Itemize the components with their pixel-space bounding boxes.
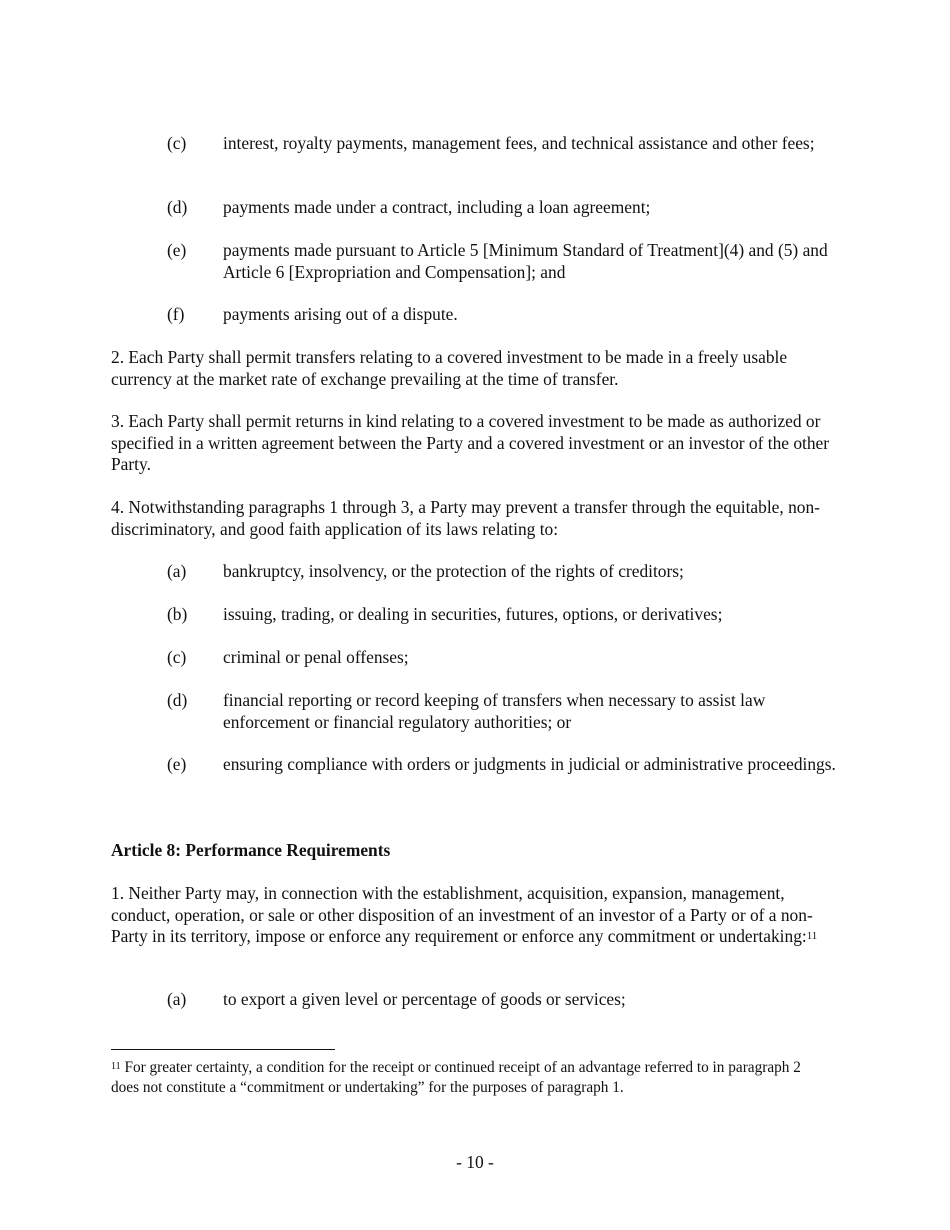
- list-item-text: issuing, trading, or dealing in securities, futures, options, or derivatives;: [223, 604, 723, 624]
- list-item-text: ensuring compliance with orders or judgments in judicial or administrative proceedings.: [223, 754, 836, 774]
- list-item: [167, 133, 847, 155]
- list-item-text: payments made pursuant to Article 5 [Minimum Standard of Treatment](4) and (5) and Article 6 [Expropriation and Compensation]; and: [223, 240, 828, 282]
- list-item-label: (b): [167, 604, 188, 624]
- list-item: [167, 690, 847, 733]
- list-item-text: criminal or penal offenses;: [223, 647, 409, 667]
- list-item-label: (d): [167, 197, 188, 217]
- article-heading: Article 8: Performance Requirements: [111, 840, 391, 860]
- list-item-text: payments made under a contract, including a loan agreement;: [223, 197, 651, 217]
- list-item-label: (e): [167, 240, 187, 260]
- list-item: [167, 989, 847, 1011]
- paragraph-4: 4. Notwithstanding paragraphs 1 through 3, a Party may prevent a transfer through the equitable, non-discriminatory, and good faith application of its laws relating to:: [111, 497, 820, 539]
- list-item-text: to export a given level or percentage of goods or services;: [223, 989, 626, 1009]
- article-8-paragraph-1: [111, 883, 846, 948]
- footnote: [111, 1058, 831, 1098]
- list-item: [167, 604, 847, 626]
- list-item: [167, 197, 847, 219]
- list-item-text: payments arising out of a dispute.: [223, 304, 458, 324]
- footnote-reference[interactable]: 11: [806, 930, 818, 943]
- paragraph-3: 3. Each Party shall permit returns in kind relating to a covered investment to be made as authorized or specified in a written agreement between the Party and a covered investment or an investor of the other Party.: [111, 411, 830, 475]
- list-item-text: bankruptcy, insolvency, or the protection of the rights of creditors;: [223, 561, 684, 581]
- list-item: [167, 754, 847, 776]
- footnote-number: 11: [111, 1061, 121, 1072]
- list-item-label: (d): [167, 690, 188, 710]
- list-item-label: (c): [167, 647, 187, 667]
- list-item-label: (c): [167, 133, 187, 153]
- list-item: [167, 240, 847, 283]
- footnote-divider: [111, 1049, 335, 1050]
- paragraph-2: 2. Each Party shall permit transfers relating to a covered investment to be made in a freely usable currency at the market rate of exchange prevailing at the time of transfer.: [111, 347, 788, 389]
- list-item-label: (a): [167, 989, 187, 1009]
- paragraph-text: 1. Neither Party may, in connection with the establishment, acquisition, expansion, management, conduct, operation, or sale or other disposition of an investment of an investor of a Party or of a non-Party in its territory, impose or enforce any requirement or enforce any commitment or undertaking:: [111, 883, 813, 947]
- page-number: - 10 -: [456, 1152, 494, 1172]
- list-item-label: (a): [167, 561, 187, 581]
- list-item-label: (e): [167, 754, 187, 774]
- list-item: [167, 647, 847, 669]
- list-item-text: interest, royalty payments, management fees, and technical assistance and other fees;: [223, 133, 815, 153]
- list-item: [167, 304, 847, 326]
- footnote-text: For greater certainty, a condition for the receipt or continued receipt of an advantage referred to in paragraph 2 does not constitute a “commitment or undertaking” for the purposes of paragraph 1.: [111, 1059, 801, 1096]
- list-item: [167, 561, 847, 583]
- list-item-label: (f): [167, 304, 185, 324]
- list-item-text: financial reporting or record keeping of transfers when necessary to assist law enforcement or financial regulatory authorities; or: [223, 690, 766, 732]
